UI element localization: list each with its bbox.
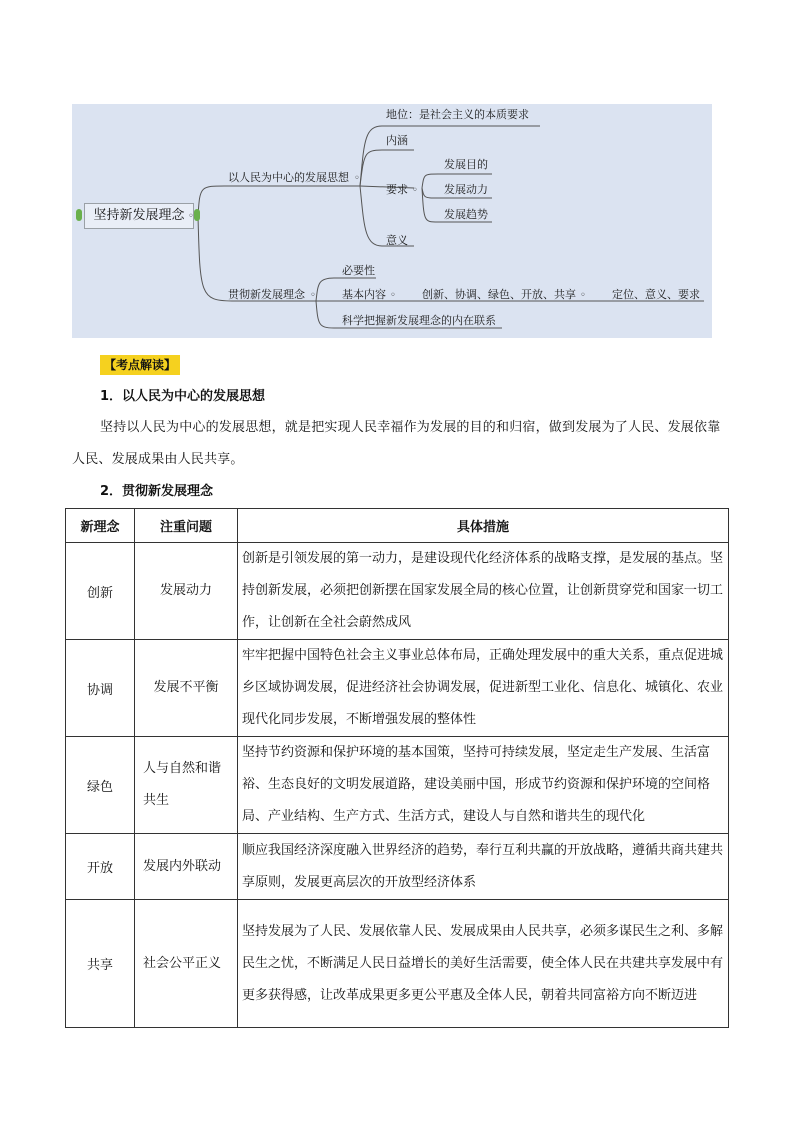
node-position: 地位：是社会主义的本质要求 (386, 108, 529, 121)
cell-measure: 坚持发展为了人民、发展依靠人民、发展成果由人民共享，必须多谋民生之利、多解民生之忧，不断满足人民日益增长的美好生活需要，使全体人民在共建共享发展中有更多获得感，让改革成果更多更公平惠及全体人民，朝着共同富裕方向不断迈进 (238, 900, 729, 1028)
cell-issue: 发展不平衡 (135, 640, 238, 737)
cell-measure: 牢牢把握中国特色社会主义事业总体布局，正确处理发展中的重大关系，重点促进城乡区域协调发展，促进经济社会协调发展，促进新型工业化、信息化、城镇化、农业现代化同步发展，不断增强发展的整体性 (238, 640, 729, 737)
header-measure: 具体措施 (238, 509, 729, 543)
node-connotation: 内涵 (386, 134, 408, 147)
node-basic-sub: 定位、意义、要求 (612, 288, 700, 301)
right-expand-handle[interactable] (194, 209, 200, 221)
cell-measure: 坚持节约资源和保护环境的基本国策，坚持可持续发展，坚定走生产发展、生活富裕、生态良好的文明发展道路，建设美丽中国，形成节约资源和保护环境的空间格局、产业结构、生产方式、生活方式，建设人与自然和谐共生的现代化 (238, 737, 729, 834)
collapse-dot-icon[interactable]: ◦ (390, 290, 396, 301)
branch-people-centered: 以人民为中心的发展思想 (228, 171, 349, 184)
collapse-dot-icon[interactable]: ◦ (354, 173, 360, 184)
cell-concept: 创新 (66, 543, 135, 640)
collapse-dot-icon[interactable]: ◦ (310, 290, 316, 301)
table-row (66, 543, 729, 640)
table-row (66, 737, 729, 834)
cell-issue: 人与自然和谐共生 (135, 737, 238, 834)
node-basic-content: 基本内容 (342, 288, 386, 301)
cell-concept: 开放 (66, 834, 135, 900)
cell-measure: 顺应我国经济深度融入世界经济的趋势，奉行互利共赢的开放战略，遵循共商共建共享原则，发展更高层次的开放型经济体系 (238, 834, 729, 900)
heading-people-centered: 1．以人民为中心的发展思想 (100, 389, 266, 404)
node-req-goal: 发展目的 (444, 158, 488, 171)
section-tag: 【考点解读】 (100, 355, 180, 375)
cell-issue: 社会公平正义 (135, 900, 238, 1028)
cell-concept: 协调 (66, 640, 135, 737)
node-req-trend: 发展趋势 (444, 208, 488, 221)
collapse-dot-icon[interactable]: ◦ (188, 211, 194, 222)
mind-map-root: 坚持新发展理念 (84, 203, 194, 229)
cell-issue: 发展动力 (135, 543, 238, 640)
table-row (66, 834, 729, 900)
node-meaning: 意义 (386, 234, 408, 247)
branch-new-development: 贯彻新发展理念 (228, 288, 305, 301)
header-concept: 新理念 (66, 509, 135, 543)
collapse-dot-icon[interactable]: ◦ (412, 185, 418, 196)
node-grasp: 科学把握新发展理念的内在联系 (342, 314, 496, 327)
mind-map (72, 104, 712, 338)
node-requirement: 要求 (386, 183, 408, 196)
table-row (66, 640, 729, 737)
table-header-row (66, 509, 729, 543)
cell-measure: 创新是引领发展的第一动力，是建设现代化经济体系的战略支撑，是发展的基点。坚持创新发展，必须把创新摆在国家发展全局的核心位置，让创新贯穿党和国家一切工作，让创新在全社会蔚然成风 (238, 543, 729, 640)
cell-concept: 共享 (66, 900, 135, 1028)
header-issue: 注重问题 (135, 509, 238, 543)
cell-concept: 绿色 (66, 737, 135, 834)
node-req-power: 发展动力 (444, 183, 488, 196)
left-expand-handle[interactable] (76, 209, 82, 221)
node-basic-items: 创新、协调、绿色、开放、共享 (422, 288, 576, 301)
node-necessity: 必要性 (342, 264, 375, 277)
collapse-dot-icon[interactable]: ◦ (580, 290, 586, 301)
heading-new-development: 2．贯彻新发展理念 (100, 484, 214, 499)
concept-table (65, 508, 729, 1028)
table-row (66, 900, 729, 1028)
cell-issue: 发展内外联动 (135, 834, 238, 900)
paragraph-people-centered: 坚持以人民为中心的发展思想，就是把实现人民幸福作为发展的目的和归宿，做到发展为了人民、发展依靠人民、发展成果由人民共享。 (72, 420, 721, 467)
